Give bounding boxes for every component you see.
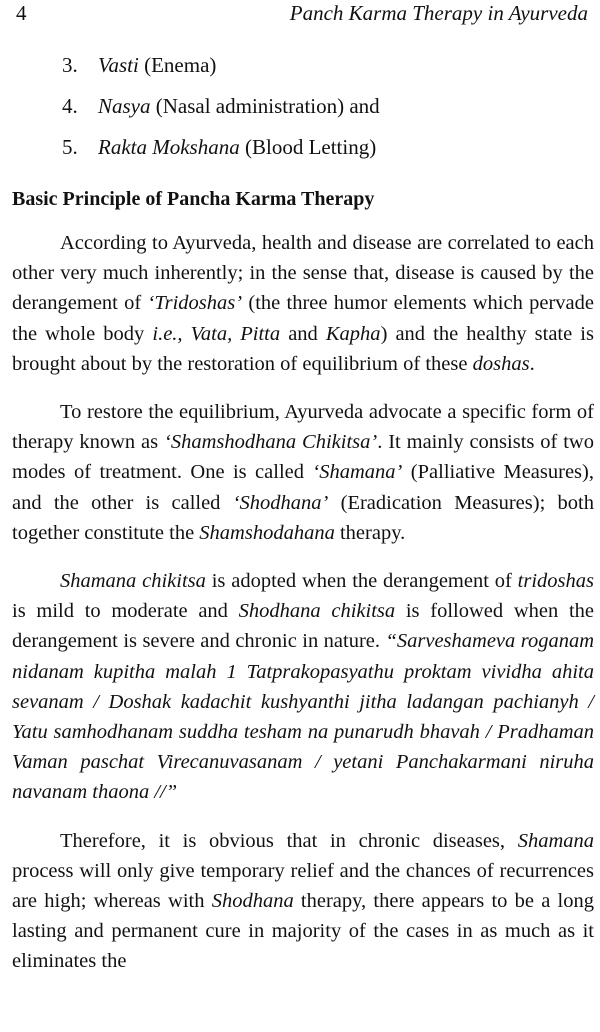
text-run: therapy. <box>334 521 406 544</box>
italic-run: Kapha <box>325 322 381 345</box>
text-run: To restore the equilibrium, Ayurveda advocate a specific form of therapy known as <box>12 401 594 454</box>
italic-run: doshas <box>472 352 530 375</box>
text-run: According to Ayurveda, health and disease are correlated to each other very much inherently; in the sense that, disease is caused by the derangement of <box>12 232 594 315</box>
italic-run: Shamshodahana <box>199 521 335 544</box>
text-run: . <box>529 352 535 375</box>
italic-run: ‘Shamana’ <box>312 461 403 484</box>
text-run: and <box>280 322 326 345</box>
body-text <box>12 228 594 995</box>
text-run: ) and the healthy state is brought about by the restoration of equilibrium of these <box>12 322 594 375</box>
text-run: (Eradication Measures); both together constitute the <box>12 491 594 544</box>
italic-run: i.e., Vata, Pitta <box>152 322 281 345</box>
text-run: is followed when the derangement is severe and chronic in nature. <box>12 600 594 653</box>
paragraph <box>12 228 594 379</box>
text-run: is adopted when the derangement of <box>205 570 518 593</box>
italic-run: “Sarveshameva roganam nidanam kupitha malah 1 Tatprakopasyathu proktam vividha ahita sevanam / Doshak kadachit kushyanthi jitha ladangan pachianyh / Yatu samhodhanam suddha tesham na punarudh bhavah / Pradhaman Vaman paschat Virecanuvasanam / yetani Panchakarmani niruha navanam thaona //” <box>12 630 595 804</box>
section-heading: Basic Principle of Pancha Karma Therapy <box>12 188 375 210</box>
italic-run: ‘Tridoshas’ <box>147 292 243 315</box>
italic-run: Shamana chikitsa <box>60 570 206 593</box>
text-run: process will only give temporary relief and the chances of recurrences are high; whereas with <box>12 859 594 913</box>
page-number: 4 <box>16 1 27 25</box>
text-run: is mild to moderate and <box>12 600 239 623</box>
list-item: 5. Rakta Mokshana (Blood Letting) <box>62 135 377 159</box>
text-run: (the three humor elements which pervade the whole body <box>12 292 594 345</box>
paragraph <box>12 566 594 808</box>
text-run: (Palliative Measures), and the other is called <box>12 461 594 514</box>
running-title: Panch Karma Therapy in Ayurveda <box>289 1 588 25</box>
italic-run: ‘Shodhana’ <box>232 491 329 514</box>
italic-run: Shodhana <box>211 890 294 913</box>
text-run: therapy, there appears to be a long lasting and permanent cure in majority of the cases in as much as it eliminates the <box>12 890 594 973</box>
paragraph <box>12 826 594 977</box>
italic-run: Shodhana chikitsa <box>238 600 396 623</box>
therapy-list <box>62 52 380 175</box>
text-run: Therefore, it is obvious that in chronic diseases, <box>60 829 518 852</box>
italic-run: Shamana <box>517 829 594 852</box>
list-item: 4. Nasya (Nasal administration) and <box>62 94 380 118</box>
list-item: 3. Vasti (Enema) <box>62 53 217 77</box>
italic-run: ‘Shamshodhana Chikitsa’ <box>164 431 378 454</box>
text-run: . It mainly consists of two modes of treatment. One is called <box>12 431 594 484</box>
paragraph <box>12 397 594 548</box>
page-header <box>16 0 588 30</box>
italic-run: tridoshas <box>517 570 594 593</box>
